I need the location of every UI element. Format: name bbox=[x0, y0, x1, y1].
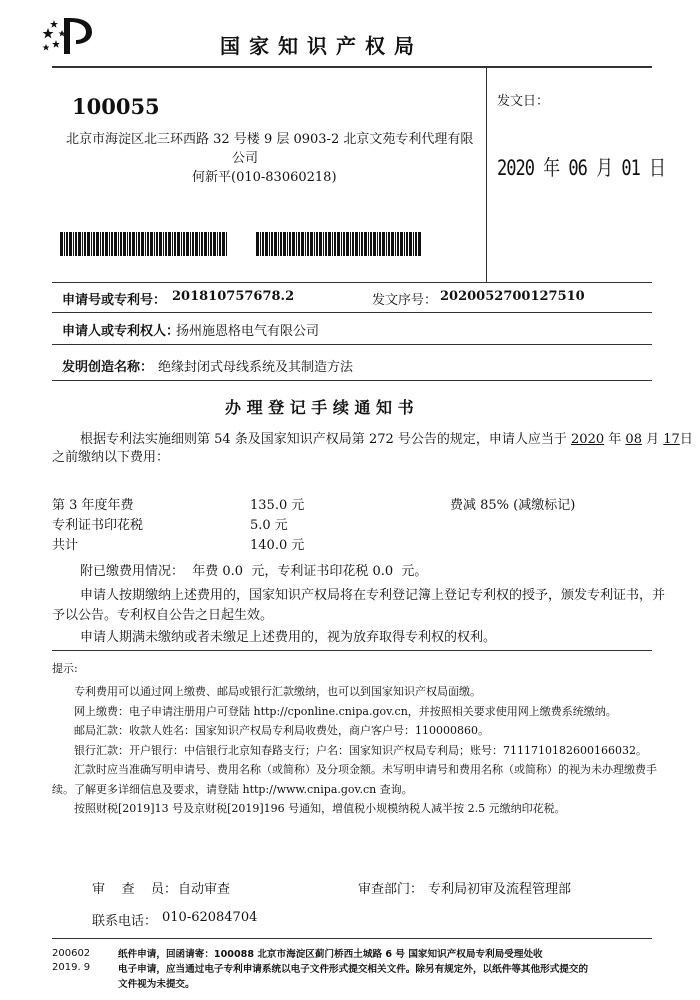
tips-label: 提示: bbox=[52, 662, 78, 675]
paragraph-1-line-2: 予以公告。专利权自公告之日起生效。 bbox=[52, 608, 274, 623]
recipient: 何新平(010-83060218) bbox=[192, 170, 337, 185]
notice-title: 办 理 登 记 手 续 通 知 书 bbox=[225, 398, 414, 417]
tips-rule bbox=[52, 650, 652, 651]
tip-line: 网上缴费：电子申请注册用户可登陆 http://cponline.cnipa.gov.cn，并按照相关要求使用网上缴费系统缴纳。 bbox=[74, 704, 617, 718]
address-line-1: 北京市海淀区北三环西路 32 号楼 9 层 0903-2 北京文苑专利代理有限 bbox=[66, 132, 474, 147]
notice-intro bbox=[80, 428, 693, 447]
cnipa-logo bbox=[40, 14, 96, 58]
tips-list bbox=[52, 682, 657, 819]
examiner-label: 审 查 员： bbox=[92, 882, 178, 897]
form-code: 200602 bbox=[52, 948, 91, 959]
dispatch-date: 2020 年 06 月 01 日 bbox=[497, 156, 666, 182]
intro-text: 根据专利法实施细则第 54 条及国家知识产权局第 272 号公告的规定，申请人应当于 bbox=[80, 432, 567, 447]
dept-label: 审查部门： bbox=[358, 882, 424, 897]
app-number-label: 申请号或专利号： bbox=[62, 293, 167, 308]
serial-number: 2020052700127510 bbox=[440, 289, 585, 304]
deadline-year: 2020 bbox=[571, 432, 605, 447]
applicant: 扬州施恩格电气有限公司 bbox=[176, 324, 320, 339]
rule-4 bbox=[52, 380, 652, 381]
fee-name: 第 3 年度年费 bbox=[52, 498, 134, 513]
invention-title: 绝缘封闭式母线系统及其制造方法 bbox=[158, 360, 354, 375]
dispatch-label: 发文日： bbox=[497, 94, 550, 109]
footer-note-1: 纸件申请，回函请寄：100088 北京市海淀区蓟门桥西土城路 6 号 国家知识产权局专利局受理处收 bbox=[118, 949, 543, 960]
paid-info: 附已缴费用情况： 年费 0.0 元，专利证书印花税 0.0 元。 bbox=[80, 564, 428, 579]
tip-line: 邮局汇款：收款人姓名：国家知识产权局专利局收费处，商户客户号：110000860。 bbox=[74, 724, 489, 737]
paragraph-1-line-1: 申请人按期缴纳上述费用的，国家知识产权局将在专利登记簿上登记专利权的授予，颁发专利证书，并 bbox=[80, 588, 666, 603]
month-char: 月 bbox=[646, 432, 660, 447]
tip-line: 专利费用可以通过网上缴费、邮局或银行汇款缴纳，也可以到国家知识产权局面缴。 bbox=[74, 685, 481, 698]
year-char: 年 bbox=[608, 432, 622, 447]
office-name: 国家知识产权局 bbox=[220, 34, 423, 58]
examiner: 自动审查 bbox=[178, 882, 231, 897]
fee-amount: 135.0 元 bbox=[250, 498, 305, 513]
rule-2 bbox=[52, 312, 652, 313]
footer-note-2: 电子申请，应当通过电子专利申请系统以电子文件形式提交相关文件。除另有规定外，以纸件等其他形式提交的 bbox=[118, 964, 589, 975]
fee-name: 共计 bbox=[52, 538, 79, 553]
applicant-label: 申请人或专利权人： bbox=[62, 324, 180, 339]
app-number: 201810757678.2 bbox=[172, 289, 295, 304]
serial-label: 发文序号： bbox=[372, 293, 438, 308]
deadline-day: 17 bbox=[663, 432, 680, 447]
rule-1 bbox=[52, 282, 652, 283]
fee-name: 专利证书印花税 bbox=[52, 518, 144, 533]
invention-label: 发明创造名称： bbox=[62, 360, 154, 375]
barcode-right bbox=[256, 232, 424, 256]
form-version: 2019. 9 bbox=[52, 962, 91, 973]
top-rule bbox=[52, 66, 652, 68]
tip-line: 续。了解更多详细信息及要求，请登陆 http://www.cnipa.gov.cn 查询。 bbox=[52, 782, 413, 796]
barcode-left bbox=[60, 232, 230, 256]
address-line-2: 公司 bbox=[232, 151, 259, 166]
fee-note: 费减 85% (减缴标记) bbox=[450, 498, 576, 513]
rule-3 bbox=[52, 344, 652, 345]
column-divider bbox=[486, 68, 487, 282]
tip-line: 汇款时应当准确写明申请号、费用名称（或简称）及分项金额。未写明申请号和费用名称（或简称）的视为未办理缴费手 bbox=[74, 763, 657, 776]
footer-rule bbox=[52, 938, 652, 939]
tip-line: 按照财税[2019]13 号及京财税[2019]196 号通知，增值税小规模纳税人减半按 2.5 元缴纳印花税。 bbox=[74, 802, 566, 815]
notice-intro-2: 之前缴纳以下费用： bbox=[52, 450, 170, 465]
phone-label: 联系电话： bbox=[92, 914, 158, 929]
day-char: 日 bbox=[679, 432, 693, 447]
phone: 010-62084704 bbox=[162, 910, 258, 925]
deadline-month: 08 bbox=[625, 432, 642, 447]
paragraph-2: 申请人期满未缴纳或者未缴足上述费用的，视为放弃取得专利权的权利。 bbox=[80, 630, 497, 645]
footer-note-3: 文件视为未提交。 bbox=[118, 979, 195, 990]
fee-amount: 5.0 元 bbox=[250, 518, 288, 533]
tip-line: 银行汇款：开户银行：中信银行北京知春路支行；户名：国家知识产权局专利局；账号：7111710182600166032。 bbox=[74, 743, 647, 757]
dept: 专利局初审及流程管理部 bbox=[428, 882, 572, 897]
postal-code: 100055 bbox=[72, 94, 160, 119]
fee-amount: 140.0 元 bbox=[250, 538, 305, 553]
